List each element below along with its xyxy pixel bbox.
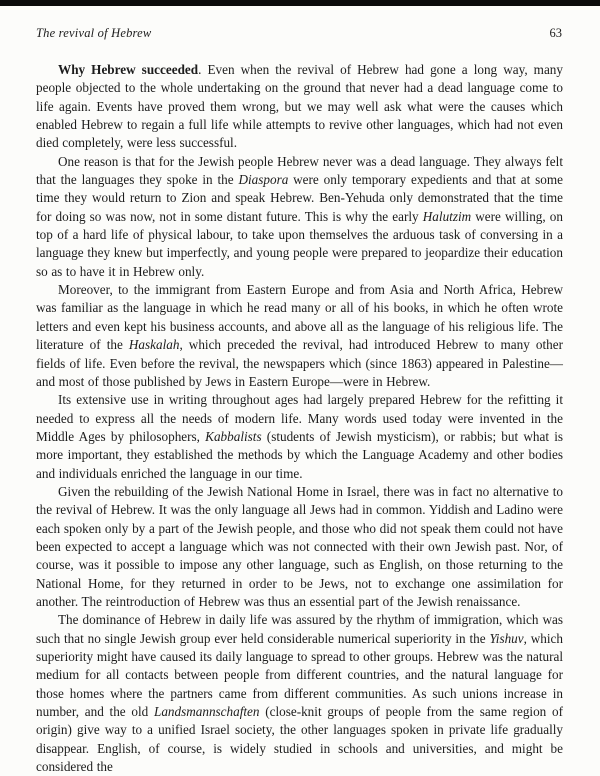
- text-run: , which superiority might have caused its daily language to spread to other groups. Hebrew was the natural medium for all contacts between people from different countries, and the natural language for those homes where the partners came from different communities. As such unions increase in number, and the old: [36, 630, 564, 720]
- text-run: Moreover, to the immigrant from Eastern Europe and from Asia and North Africa, Hebrew was familiar as the language in which he read many or all of his books, in which he often wrote letters and even kept his business accounts, and above all as the language of his religious life. The literature of the: [36, 282, 563, 353]
- text-run: The dominance of Hebrew in daily life was assured by the rhythm of immigration, which was such that no single Jewish group ever held considerable numerical superiority in the: [36, 612, 563, 646]
- text-run: Given the rebuilding of the Jewish National Home in Israel, there was in fact no alternative to the revival of Hebrew. It was the only language all Jews had in common. Yiddish and Ladino were each spoken only by a part of the Jewish people, and those who did not speak them could not have been expected to accept a language which was not connected with their own Jewish past. Nor, of course, was it possible to impose any other language, such as English, on those returning to the National Home, for they returned in order to be Jews, not to exchange one assimilation for another. The reintroduction of Hebrew was thus an essential part of the Jewish renaissance.: [36, 483, 563, 609]
- paragraph: [36, 611, 563, 776]
- text-run: were only temporary expedients and that at some time they would return to Zion and speak Hebrew. Ben-Yehuda only demonstrated that the time for doing so was now, not in some distant future. This is why the early: [36, 172, 563, 224]
- text-run: . Even when the revival of Hebrew had gone a long way, many people objected to the whole undertaking on the ground that never had a dead language come to life again. Events have proved them wrong, but we may well ask what were the causes which enabled Hebrew to regain a full life while attempts to revive other languages, which had not even died completely, were less successful.: [36, 62, 563, 151]
- italic-text-run: Halutzim: [422, 208, 472, 224]
- text-run: (students of Jewish mysticism), or rabbis; but what is more important, they established the methods by which the Language Academy and other bodies and individuals enriched the language in our time.: [36, 428, 563, 481]
- paragraph: [36, 391, 563, 483]
- text-run: One reason is that for the Jewish people Hebrew never was a dead language. They always felt that the languages they spoke in the: [36, 153, 563, 188]
- italic-text-run: Yishuv: [489, 630, 524, 646]
- bold-text-run: Why Hebrew succeeded: [58, 62, 199, 77]
- paragraph: [36, 61, 563, 153]
- running-title: The revival of Hebrew: [36, 26, 152, 40]
- text-run: were willing, on top of a hard life of physical labour, to take upon themselves the arduous task of conversing in a language they knew but imperfectly, and young people were prepared to jeopardize their education so as to have it in Hebrew only.: [36, 208, 563, 279]
- paragraph: [36, 153, 563, 281]
- italic-text-run: Landsmannschaften: [153, 704, 260, 720]
- italic-text-run: Diaspora: [238, 172, 289, 188]
- text-run: , which preceded the revival, had introduced Hebrew to many other fields of life. Even before the revival, the newspapers which (since 1863) appeared in Palestine—and most of those published by Jews in Eastern Europe—were in Hebrew.: [36, 337, 563, 389]
- page-number: 63: [549, 26, 562, 40]
- italic-text-run: Kabbalists: [205, 428, 262, 444]
- scan-artifact-top-edge: [0, 0, 600, 6]
- page-body: [36, 61, 563, 776]
- text-run: (close-knit groups of people from the same region of origin) give way to a unified Israel society, the other languages spoken in private life gradually disappear. English, of course, is widely studied in schools and universities, and might be considered the: [36, 704, 563, 775]
- paragraph: [36, 281, 563, 391]
- italic-text-run: Haskalah: [128, 337, 180, 353]
- paragraph: [36, 483, 563, 611]
- page-header: [36, 26, 562, 41]
- text-run: Its extensive use in writing throughout ages had largely prepared Hebrew for the refitting it needed to express all the needs of modern life. Many words used today were invented in the Middle Ages by philosophers,: [36, 392, 563, 444]
